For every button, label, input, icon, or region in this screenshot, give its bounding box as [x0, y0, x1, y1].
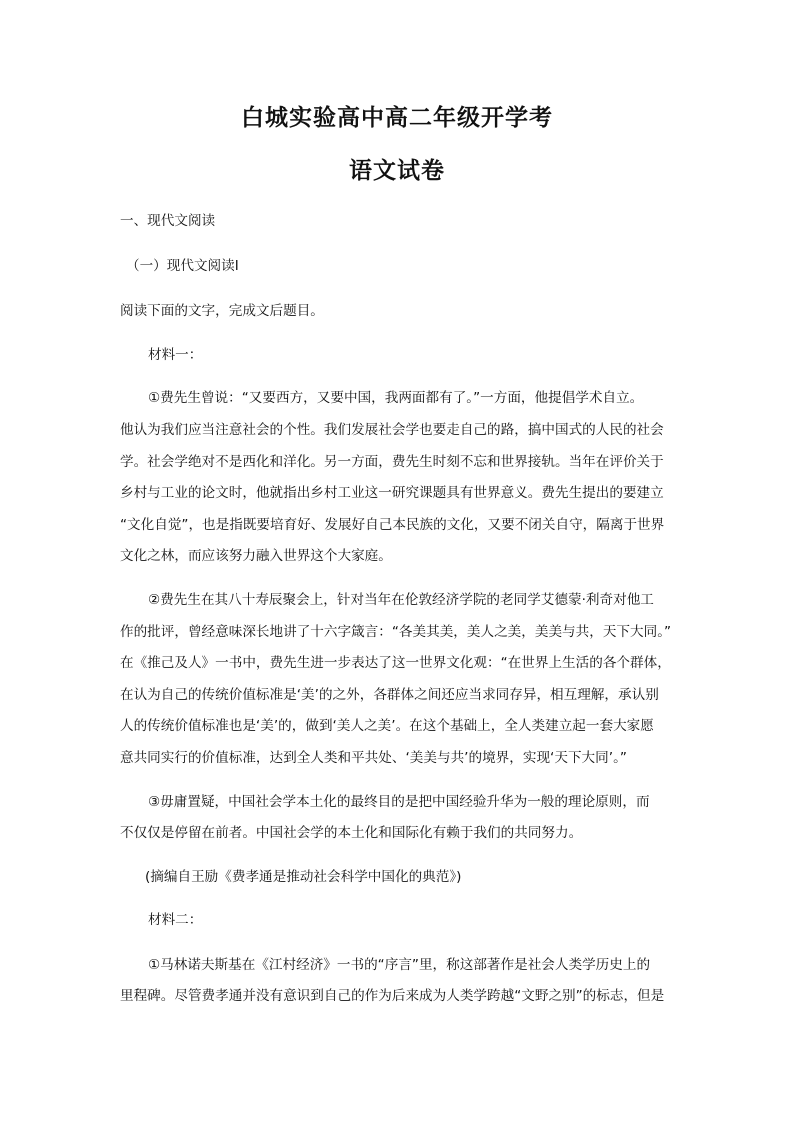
exam-subject-title: 语文试卷 — [349, 157, 445, 184]
paragraph-line: 文化之林，而应该努力融入世界这个大家庭。 — [120, 548, 392, 564]
paragraph-line: “文化自觉”，也是指既要培育好、发展好自己本民族的文化，又要不闭关自守，隔离于世界 — [120, 517, 665, 533]
paragraph-line: 他认为我们应当注意社会的个性。我们发展社会学也要走自己的路，搞中国式的人民的社会 — [120, 422, 664, 438]
paragraph-line: ①马林诺夫斯基在《江村经济》一书的“序言”里，称这部著作是社会人类学历史上的 — [148, 957, 651, 973]
instruction-text: 阅读下面的文字，完成文后题目。 — [120, 303, 324, 319]
paragraph-line: ①费先生曾说：“又要西方，又要中国，我两面都有了。”一方面，他提倡学术自立。 — [148, 390, 644, 406]
exam-title: 白城实验高中高二年级开学考 — [241, 104, 553, 131]
paragraph-line: 作的批评，曾经意味深长地讲了十六字箴言：“各美其美，美人之美，美美与共，天下大同。” — [120, 624, 672, 640]
paragraph-line: ②费先生在其八十寿辰聚会上，针对当年在伦敦经济学院的老同学艾德蒙·利奇对他工 — [148, 592, 654, 608]
paragraph-line: 人的传统价值标准也是‘美’的，做到‘美人之美’。在这个基础上，全人类建立起一套大家愿 — [120, 718, 654, 734]
paragraph-line: 不仅仅是停留在前者。中国社会学的本土化和国际化有赖于我们的共同努力。 — [120, 825, 583, 841]
paragraph-line: ③毋庸置疑，中国社会学本土化的最终目的是把中国经验升华为一般的理论原则，而 — [148, 794, 650, 810]
material-label: 材料二： — [148, 912, 203, 928]
subsection-heading: （一）现代文阅读Ⅰ — [126, 258, 239, 274]
material-label: 材料一： — [148, 347, 203, 363]
paragraph-line: 在《推己及人》一书中，费先生进一步表达了这一世界文化观：“在世界上生活的各个群体， — [120, 655, 671, 671]
paragraph-line: 乡村与工业的论文时，他就指出乡村工业这一研究课题具有世界意义。费先生提出的要建立 — [120, 485, 664, 501]
paragraph-line: 在认为自己的传统价值标准是‘美’的之外，各群体之间还应当求同存异，相互理解，承认别 — [120, 687, 659, 703]
section-heading: 一、现代文阅读 — [120, 213, 216, 229]
paragraph-line: 里程碑。尽管费孝通并没有意识到自己的作为后来成为人类学跨越“文野之别”的标志，但是 — [120, 988, 665, 1004]
source-citation: (摘编自王励《费孝通是推动社会科学中国化的典范》) — [145, 869, 462, 885]
paragraph-line: 意共同实行的价值标准，达到全人类和平共处、‘美美与共’的境界，实现‘天下大同’。” — [120, 750, 627, 766]
paragraph-line: 学。社会学绝对不是西化和洋化。另一方面，费先生时刻不忘和世界接轨。当年在评价关于 — [120, 454, 664, 470]
